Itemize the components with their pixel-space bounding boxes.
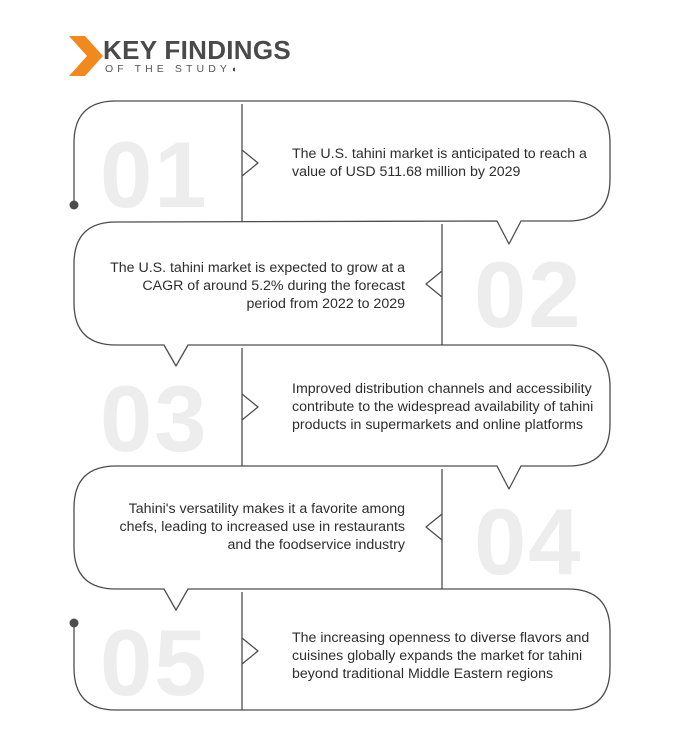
- finding-text-5: The increasing openness to diverse flavors and cuisines globally expands the market for tahini beyond traditional Middle Eastern regions: [292, 630, 590, 682]
- endpoint-dot-top: [70, 201, 79, 210]
- notch-2: [426, 271, 442, 297]
- page-title: KEY FINDINGS: [103, 35, 292, 65]
- finding-text-4: Tahini's versatility makes it a favorite among chefs, leading to increased use in restaurants and the foodservice industry: [119, 501, 405, 553]
- chevron-arrow-icon: [69, 36, 103, 78]
- finding-number-5: 05: [100, 610, 209, 715]
- crescent-icon: ◖: [231, 64, 237, 74]
- finding-text-3: Improved distribution channels and accessibility contribute to the widespread availability of tahini products in supermarkets and online platforms: [292, 381, 594, 433]
- page-subtitle-text: OF THE STUDY: [105, 63, 232, 75]
- finding-text-2: The U.S. tahini market is expected to grow at a CAGR of around 5.2% during the forecast period from 2022 to 2029: [110, 260, 405, 312]
- finding-number-4: 04: [474, 489, 583, 594]
- finding-number-3: 03: [100, 366, 209, 471]
- finding-number-1: 01: [100, 122, 209, 227]
- notch-5: [242, 638, 258, 664]
- header: [69, 34, 369, 84]
- page-subtitle: [105, 62, 236, 76]
- finding-text-1: The U.S. tahini market is anticipated to reach a value of USD 511.68 million by 2029: [292, 146, 587, 180]
- endpoint-dot-bottom: [70, 619, 79, 628]
- notch-4: [426, 514, 442, 540]
- notch-1: [242, 150, 258, 176]
- notch-3: [242, 394, 258, 420]
- finding-number-2: 02: [474, 242, 583, 347]
